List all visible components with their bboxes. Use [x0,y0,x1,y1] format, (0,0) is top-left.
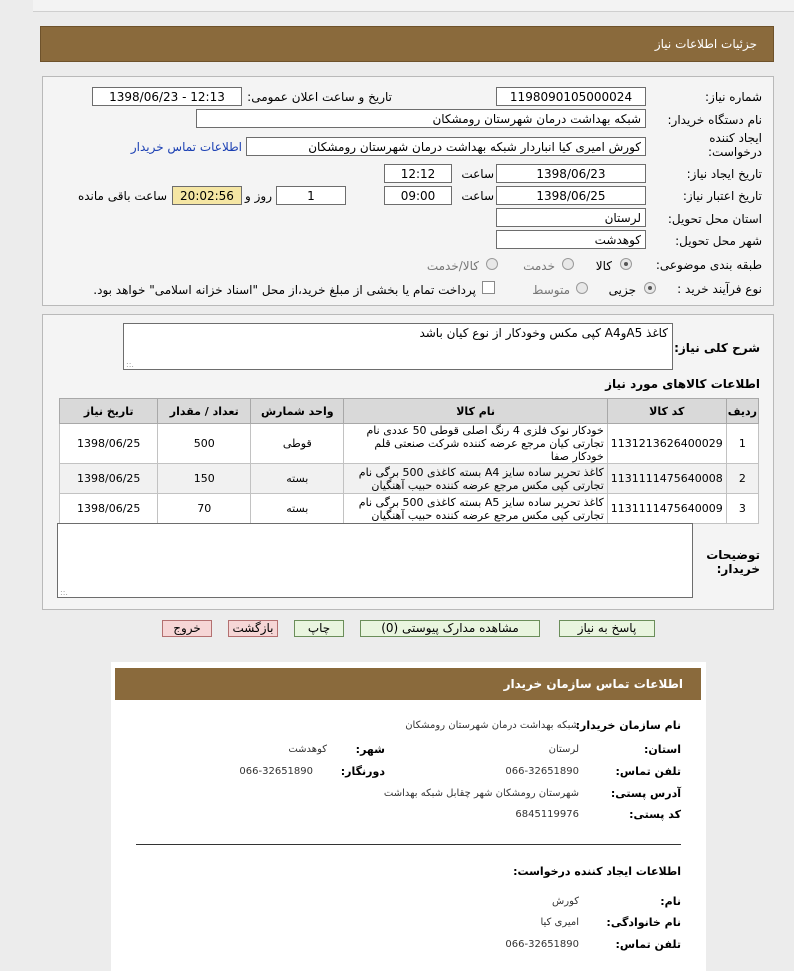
contact-phone-label: تلفن تماس: [615,765,681,778]
print-button[interactable]: چاپ [294,620,344,637]
cell-qty: 70 [158,494,251,524]
cell-unit: بسته [251,464,344,494]
validity-date-label: تاریخ اعتبار نیاز: [682,189,762,203]
cell-name: خودکار نوک فلزی 4 رنگ اصلی قوطی 50 عددی نام تجارتی کیان مرجع عرضه کننده شرکت صنعتی قلم خودکار صفا [344,424,607,464]
days-label: روز و [245,189,272,203]
items-title: اطلاعات کالاهای مورد نیاز [605,377,760,391]
creator-info-title: اطلاعات ایجاد کننده درخواست: [513,865,681,878]
validity-time-label: ساعت [461,189,494,203]
buyer-contact-link[interactable]: اطلاعات تماس خریدار [130,140,242,154]
remaining-label: ساعت باقی مانده [77,189,167,203]
announce-label: تاریخ و ساعت اعلان عمومی: [247,90,392,104]
contact-fax-value: 066-32651890 [239,766,313,777]
category-radio-goods[interactable] [620,258,632,270]
cell-name: کاغذ تحریر ساده سایز A4 بسته کاغذی 500 برگی نام تجارتی کپی مکس مرجع عرضه کننده حبیب آهنگیان [344,464,607,494]
items-table [59,398,759,524]
need-number-field[interactable]: 1198090105000024 [496,87,646,106]
table-row [60,424,759,464]
contact-org-value: شبکه بهداشت درمان شهرستان رومشکان [405,720,579,731]
cell-row: 3 [726,494,758,524]
top-strip [33,0,794,12]
creator-name-value: کورش [552,896,579,907]
buyer-org-field[interactable]: شبکه بهداشت درمان شهرستان رومشکان [196,109,646,128]
col-row: ردیف [726,399,758,424]
contact-phone-value: 066-32651890 [505,766,579,777]
province-label: استان محل تحویل: [667,212,762,226]
table-row [60,494,759,524]
reply-button[interactable]: پاسخ به نیاز [559,620,655,637]
cell-qty: 150 [158,464,251,494]
buyer-org-label: نام دستگاه خریدار: [667,113,762,127]
creator-name-label: نام: [660,895,681,908]
contact-section [111,662,706,971]
process-radio-medium[interactable] [576,282,588,294]
contact-org-label: نام سازمان خریدار: [575,719,681,732]
summary-text: کاغذ A5وA4 کپی مکس وخودکار از نوع کیان باشد [419,326,668,340]
contact-address-label: آدرس پستی: [610,787,681,800]
col-unit: واحد شمارش [251,399,344,424]
page-title: جزئیات اطلاعات نیاز [40,26,774,62]
contact-province-label: استان: [644,743,681,756]
process-radio-minor[interactable] [644,282,656,294]
create-date-label: تاریخ ایجاد نیاز: [686,167,762,181]
treasury-note: پرداخت تمام یا بخشی از مبلغ خرید،از محل "اسناد خزانه اسلامی" خواهد بود. [93,283,476,297]
category-option-both: کالا/خدمت [426,259,479,273]
resize-grip-icon[interactable]: ::. [60,588,68,597]
process-option-minor: جزیی [608,283,636,297]
attachments-button[interactable]: مشاهده مدارک پیوستی (0) [360,620,540,637]
contact-divider [136,844,681,845]
cell-row: 2 [726,464,758,494]
city-field[interactable]: کوهدشت [496,230,646,249]
cell-qty: 500 [158,424,251,464]
validity-date-field[interactable]: 1398/06/25 [496,186,646,205]
creator-phone-label: تلفن تماس: [615,938,681,951]
treasury-checkbox[interactable] [482,281,495,294]
creator-field[interactable]: کورش امیری کیا انباردار شبکه بهداشت درمان شهرستان رومشکان [246,137,646,156]
cell-unit: قوطی [251,424,344,464]
resize-grip-icon[interactable]: ::. [126,360,134,369]
contact-address-value: شهرستان رومشکان شهر چقابل شبکه بهداشت [383,788,579,799]
cell-code: 1131213626400029 [607,424,726,464]
contact-city-label: شهر: [355,743,385,756]
category-option-service: خدمت [523,259,555,273]
creator-family-value: امیری کیا [540,917,579,928]
create-date-field[interactable]: 1398/06/23 [496,164,646,183]
create-time-label: ساعت [461,167,494,181]
cell-date: 1398/06/25 [60,424,158,464]
creator-family-label: نام خانوادگی: [606,916,681,929]
col-qty: تعداد / مقدار [158,399,251,424]
category-option-goods: کالا [595,259,612,273]
summary-textarea[interactable] [123,323,673,370]
col-date: تاریخ نیاز [60,399,158,424]
summary-label: شرح کلی نیاز: [674,341,760,355]
cell-name: کاغذ تحریر ساده سایز A5 بسته کاغذی 500 برگی نام تجارتی کپی مکس مرجع عرضه کننده حبیب آهنگیان [344,494,607,524]
province-field[interactable]: لرستان [496,208,646,227]
contact-postal-value: 6845119976 [515,809,579,820]
contact-province-value: لرستان [548,744,579,755]
col-name: نام کالا [344,399,607,424]
back-button[interactable]: بازگشت [228,620,278,637]
cell-date: 1398/06/25 [60,464,158,494]
col-code: کد کالا [607,399,726,424]
cell-unit: بسته [251,494,344,524]
cell-code: 1131111475640009 [607,494,726,524]
validity-time-field[interactable]: 09:00 [384,186,452,205]
process-option-medium: متوسط [532,283,570,297]
exit-button[interactable]: خروج [162,620,212,637]
category-radio-service[interactable] [562,258,574,270]
creator-label: ایجاد کننده درخواست: [708,131,762,159]
remaining-time-field: 20:02:56 [172,186,242,205]
announce-field[interactable]: 1398/06/23 - 12:13 [92,87,242,106]
cell-row: 1 [726,424,758,464]
contact-postal-label: کد پستی: [629,808,681,821]
category-radio-both[interactable] [486,258,498,270]
city-label: شهر محل تحویل: [675,234,762,248]
table-row [60,464,759,494]
need-number-label: شماره نیاز: [705,90,762,104]
creator-phone-value: 066-32651890 [505,939,579,950]
buyer-notes-label: توضیحات خریدار: [706,548,760,576]
contact-title: اطلاعات تماس سازمان خریدار [115,668,701,700]
contact-fax-label: دورنگار: [340,765,385,778]
days-field[interactable]: 1 [276,186,346,205]
cell-date: 1398/06/25 [60,494,158,524]
category-label: طبقه بندی موضوعی: [655,258,762,272]
create-time-field[interactable]: 12:12 [384,164,452,183]
buyer-notes-textarea[interactable] [57,523,693,598]
contact-city-value: کوهدشت [288,744,327,755]
process-label: نوع فرآیند خرید : [677,282,762,296]
cell-code: 1131111475640008 [607,464,726,494]
